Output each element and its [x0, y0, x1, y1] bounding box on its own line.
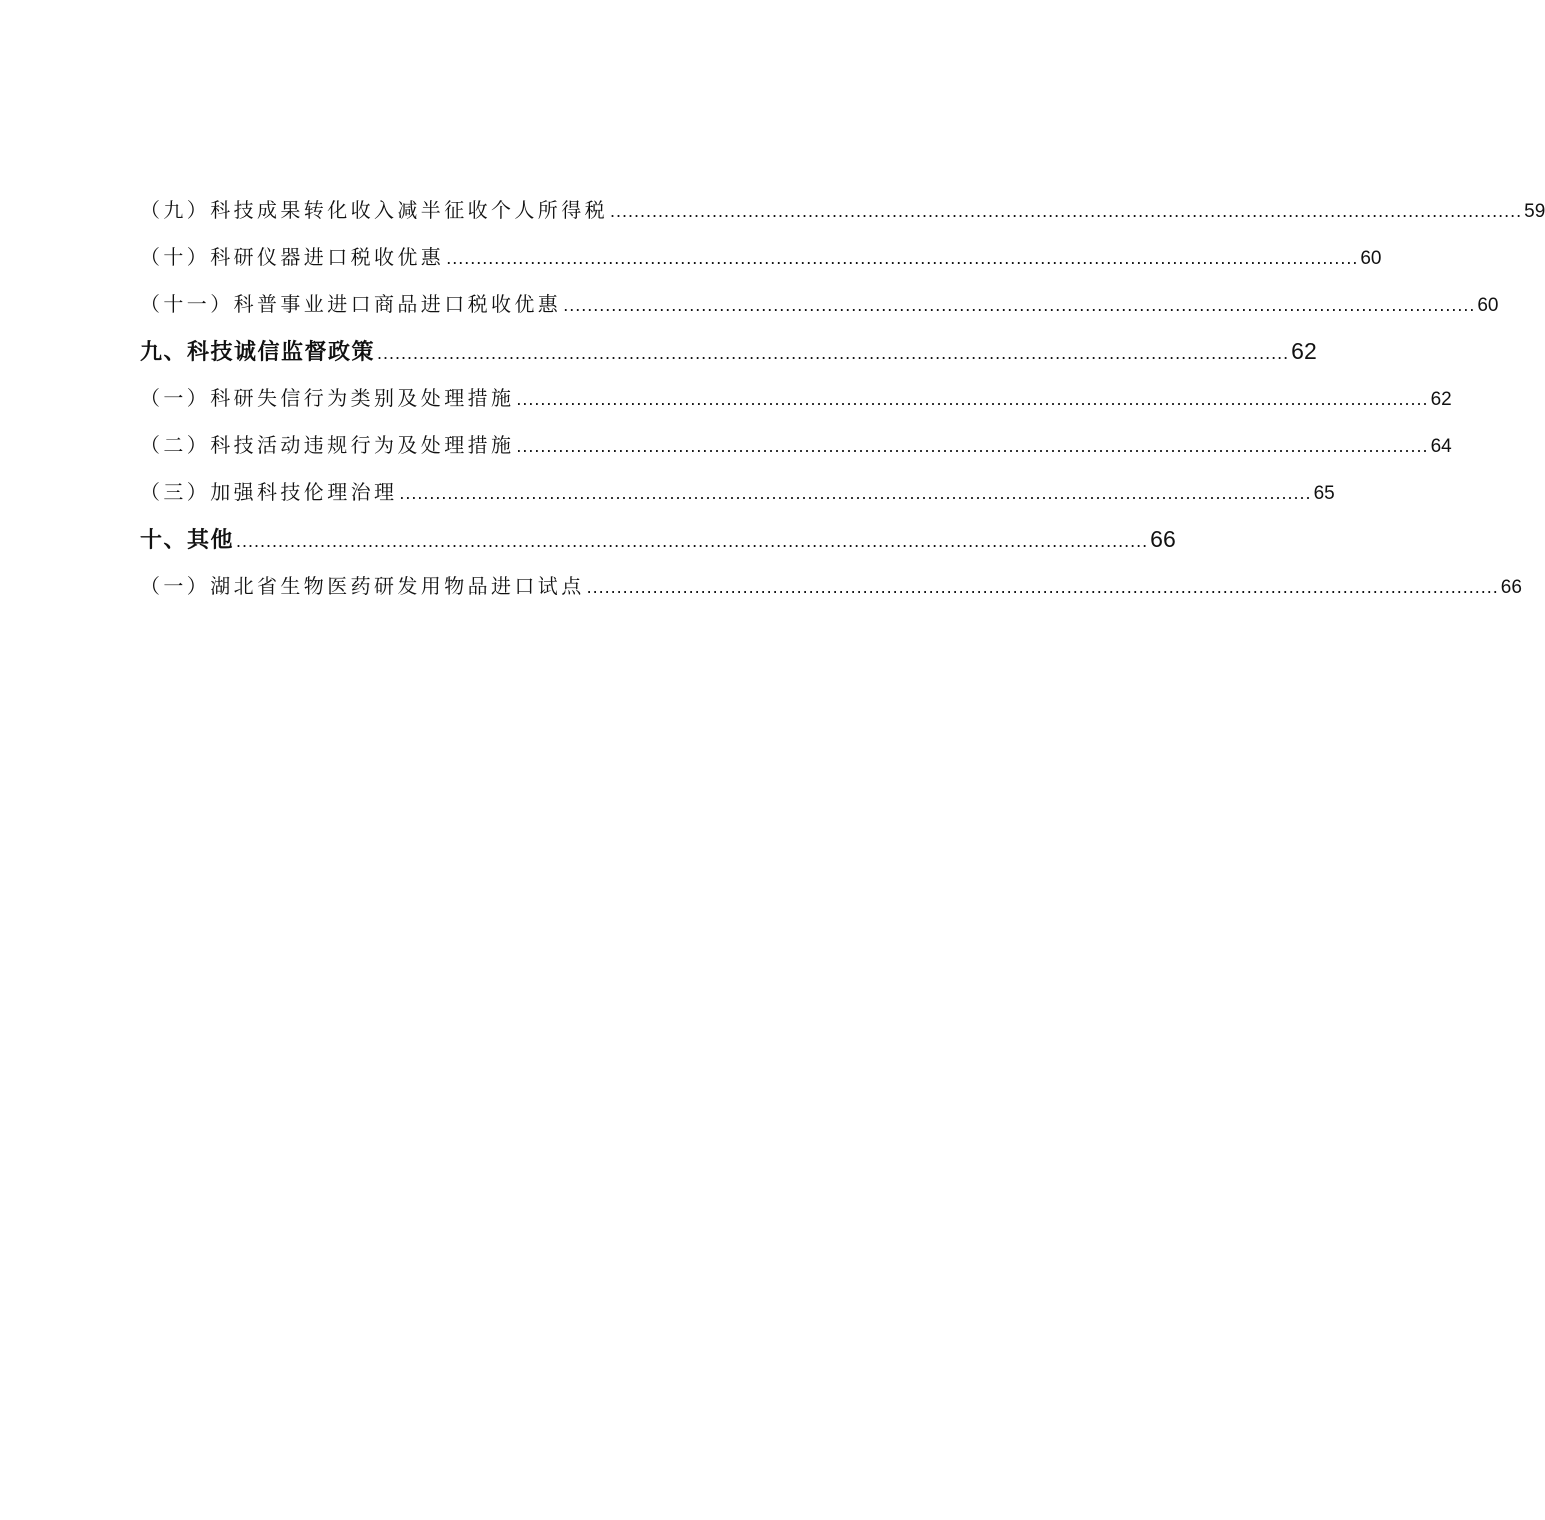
toc-entry[interactable] — [140, 382, 1452, 429]
toc-chapter-page: 62 — [1291, 338, 1317, 364]
toc-dot-leader: ........................................................................................................................................................ — [610, 201, 1523, 221]
toc-dot-leader: ........................................................................................................................................................ — [236, 531, 1149, 551]
toc-dot-leader: ........................................................................................................................................................ — [516, 436, 1429, 456]
toc-entry-page: 62 — [1430, 389, 1452, 410]
table-of-contents — [140, 194, 1545, 617]
toc-entry[interactable] — [140, 288, 1499, 335]
toc-chapter-title: 九、科技诚信监督政策 — [140, 340, 376, 365]
toc-chapter-entry[interactable] — [140, 335, 1317, 382]
toc-dot-leader: ........................................................................................................................................................ — [563, 295, 1476, 315]
toc-entry-page: 60 — [1477, 295, 1499, 316]
toc-entry-page: 65 — [1313, 483, 1335, 504]
toc-chapter-page: 66 — [1150, 526, 1176, 552]
toc-dot-leader: ........................................................................................................................................................ — [377, 343, 1290, 363]
toc-entry-page: 66 — [1500, 577, 1522, 598]
toc-entry[interactable] — [140, 476, 1335, 523]
toc-entry-title: （十）科研仪器进口税收优惠 — [140, 245, 445, 269]
toc-entry[interactable] — [140, 194, 1545, 241]
toc-entry-title: （十一）科普事业进口商品进口税收优惠 — [140, 292, 562, 316]
toc-dot-leader: ........................................................................................................................................................ — [399, 483, 1312, 503]
toc-entry[interactable] — [140, 429, 1452, 476]
toc-dot-leader: ........................................................................................................................................................ — [586, 577, 1499, 597]
toc-entry-title: （一）科研失信行为类别及处理措施 — [140, 386, 515, 410]
toc-chapter-entry[interactable] — [140, 523, 1176, 570]
toc-entry-page: 64 — [1430, 436, 1452, 457]
toc-dot-leader: ........................................................................................................................................................ — [516, 389, 1429, 409]
toc-entry-title: （一）湖北省生物医药研发用物品进口试点 — [140, 574, 585, 598]
toc-entry-page: 60 — [1360, 248, 1382, 269]
toc-entry-page: 59 — [1524, 201, 1545, 222]
toc-entry-title: （二）科技活动违规行为及处理措施 — [140, 433, 515, 457]
toc-chapter-title: 十、其他 — [140, 528, 235, 553]
toc-entry-title: （九）科技成果转化收入减半征收个人所得税 — [140, 198, 608, 222]
toc-entry[interactable] — [140, 570, 1522, 617]
toc-dot-leader: ........................................................................................................................................................ — [446, 248, 1359, 268]
toc-entry-title: （三）加强科技伦理治理 — [140, 480, 398, 504]
toc-entry[interactable] — [140, 241, 1382, 288]
